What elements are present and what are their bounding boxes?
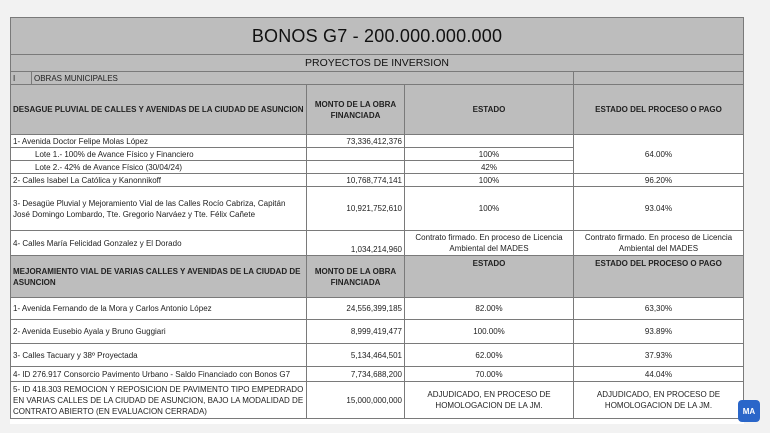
table-row-name: 1- Avenida Doctor Felipe Molas López (10, 135, 307, 148)
table-row-proceso: 93.89% (574, 320, 744, 344)
table-row-name: 4- ID 276.917 Consorcio Pavimento Urbano - Saldo Financiado con Bonos G7 (10, 367, 307, 382)
table1-header-monto: MONTO DE LA OBRA FINANCIADA (307, 85, 405, 135)
table-row-monto: 5,134,464,501 (307, 344, 405, 367)
table-row-name: 4- Calles María Felicidad Gonzalez y El Dorado (10, 231, 307, 256)
table2-header-monto: MONTO DE LA OBRA FINANCIADA (307, 256, 405, 298)
table-row-monto: 10,768,774,141 (307, 174, 405, 187)
table-row-name: 3- Calles Tacuary y 38º Proyectada (10, 344, 307, 367)
spreadsheet (10, 17, 744, 424)
table-row-proceso: 63,30% (574, 298, 744, 320)
table-row-estado: 62.00% (405, 344, 574, 367)
table-row-monto: 73,336,412,376 (307, 135, 405, 148)
lote-estado: 42% (405, 161, 574, 174)
table-row-name: 2- Avenida Eusebio Ayala y Bruno Guggiari (10, 320, 307, 344)
table-row-name: 1- Avenida Fernando de la Mora y Carlos Antonio López (10, 298, 307, 320)
table-row-proceso: 93.04% (574, 187, 744, 231)
table2-header-estado: ESTADO (405, 256, 574, 298)
table-row-estado: 70.00% (405, 367, 574, 382)
table-row-proceso: 96.20% (574, 174, 744, 187)
table-row-proceso: 44.04% (574, 367, 744, 382)
table-row-proceso: 37.93% (574, 344, 744, 367)
table-row-estado: 100% (405, 174, 574, 187)
table-row-estado: Contrato firmado. En proceso de Licencia Ambiental del MADES (405, 231, 574, 256)
table-row-monto: 8,999,419,477 (307, 320, 405, 344)
table1-header-estado: ESTADO (405, 85, 574, 135)
table-row-monto: 10,921,752,610 (307, 187, 405, 231)
section-filler (574, 72, 744, 85)
lote-name: Lote 2.- 42% de Avance Físico (30/04/24) (10, 161, 307, 174)
table2-header-name: MEJORAMIENTO VIAL DE VARIAS CALLES Y AVENIDAS DE LA CIUDAD DE ASUNCION (10, 256, 307, 298)
table-row-estado: 100.00% (405, 320, 574, 344)
page-title: BONOS G7 - 200.000.000.000 (10, 17, 744, 55)
table-row-monto: 7,734,688,200 (307, 367, 405, 382)
table-row-estado: ADJUDICADO, EN PROCESO DE HOMOLOGACION DE LA JM. (405, 382, 574, 419)
lote-monto-empty (307, 161, 405, 174)
table-row-monto: 15,000,000,000 (307, 382, 405, 419)
table-row-monto: 1,034,214,960 (307, 231, 405, 256)
table-row-proceso: ADJUDICADO, EN PROCESO DE HOMOLOGACION DE LA JM. (574, 382, 744, 419)
section-label: OBRAS MUNICIPALES (32, 72, 574, 85)
logo-icon: MA (738, 400, 760, 422)
table-row-estado: 82.00% (405, 298, 574, 320)
table-row-proceso: 64.00% (574, 135, 744, 174)
table-row-name: 3- Desagüe Pluvial y Mejoramiento Vial de las Calles Rocío Cabriza, Capitán José Domingo Lombardo, Tte. Gregorio Narváez y Tte. Félix Cañete (10, 187, 307, 231)
table-row-estado-empty (405, 135, 574, 148)
table-row-monto: 24,556,399,185 (307, 298, 405, 320)
lote-monto-empty (307, 148, 405, 161)
table-row-name: 5- ID 418.303 REMOCION Y REPOSICION DE PAVIMENTO TIPO EMPEDRADO EN VARIAS CALLES DE LA CIUDAD DE ASUNCION, BAJO LA MODALIDAD DE CONTRATO ABIERTO (EN EVALUACION CERRADA) (10, 382, 307, 419)
table-row-name: 2- Calles Isabel La Católica y Kanonnikoff (10, 174, 307, 187)
table1-header-name: DESAGUE PLUVIAL DE CALLES Y AVENIDAS DE LA CIUDAD DE ASUNCION (10, 85, 307, 135)
section-number: I (10, 72, 32, 85)
table-row-proceso: Contrato firmado. En proceso de Licencia Ambiental del MADES (574, 231, 744, 256)
page-subtitle: PROYECTOS DE INVERSION (10, 55, 744, 72)
lote-estado: 100% (405, 148, 574, 161)
table1-header-proceso: ESTADO DEL PROCESO O PAGO (574, 85, 744, 135)
lote-name: Lote 1.- 100% de Avance Físico y Financiero (10, 148, 307, 161)
table-row-estado: 100% (405, 187, 574, 231)
table2-header-proceso: ESTADO DEL PROCESO O PAGO (574, 256, 744, 298)
